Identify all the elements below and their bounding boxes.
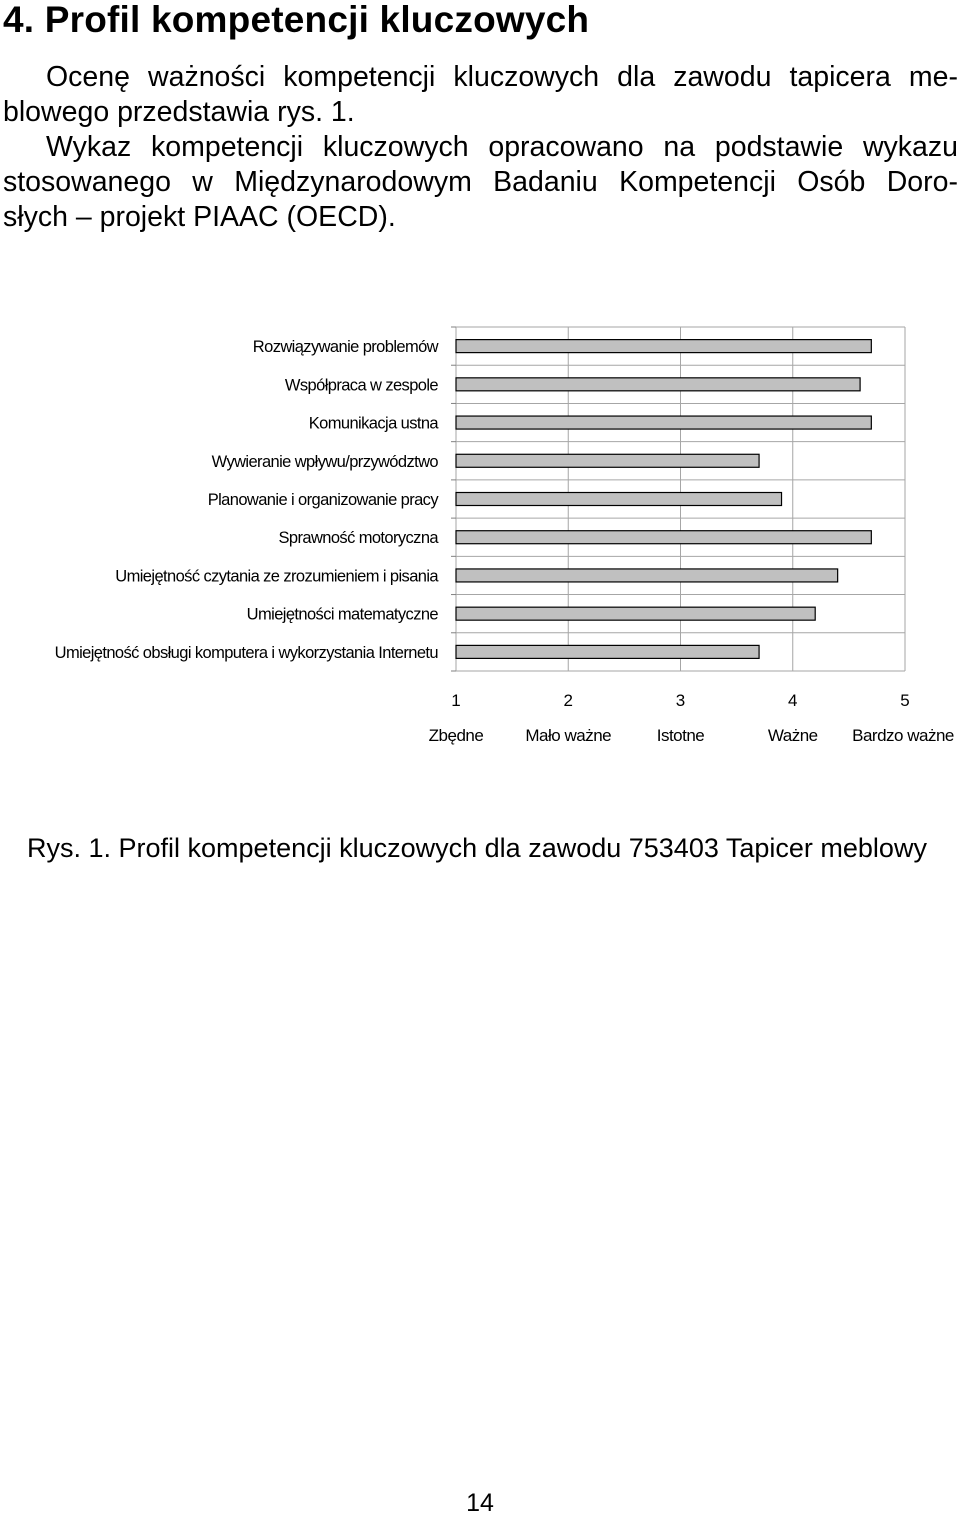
bar-1 [456,340,871,353]
category-label-2: Współpraca w zespole [284,376,438,395]
x-tick-label-2: 2 [563,691,573,710]
bar-6 [456,531,871,544]
x-category-label-4: Ważne [767,726,818,745]
source-line-1: Wykaz kompetencji kluczowych opracowano na podstawie wykazu [46,131,958,163]
bar-3 [456,416,871,429]
x-tick-label-5: 5 [900,691,910,710]
x-tick-label-1: 1 [451,691,461,710]
x-category-label-3: Istotne [656,726,705,745]
page-number: 14 [466,1489,494,1517]
intro-line-1: Ocenę ważności kompetencji kluczowych dla zawodu tapicera me- [46,61,958,93]
bar-2 [456,378,860,391]
category-label-9: Umiejętność obsługi komputera i wykorzystania Internetu [54,643,438,662]
figure-caption: Rys. 1. Profil kompetencji kluczowych dla zawodu 753403 Tapicer meblowy [27,833,927,863]
x-category-label-2: Mało ważne [525,726,612,745]
competency-bar-chart [0,300,960,770]
x-tick-label-4: 4 [788,691,798,710]
category-label-3: Komunikacja ustna [308,414,438,433]
intro-line-2: blowego przedstawia rys. 1. [3,96,355,128]
source-line-3: słych – projekt PIAAC (OECD). [3,201,396,233]
category-label-7: Umiejętność czytania ze zrozumieniem i pisania [115,567,438,586]
source-paragraph [3,130,958,235]
category-label-1: Rozwiązywanie problemów [252,338,438,357]
category-label-4: Wywieranie wpływu/przywództwo [211,452,438,471]
category-label-5: Planowanie i organizowanie pracy [207,491,438,509]
bar-5 [456,493,782,506]
section-heading: 4. Profil kompetencji kluczowych [3,0,590,40]
x-category-label-1: Zbędne [428,726,484,745]
x-tick-label-3: 3 [675,691,686,710]
bar-7 [456,569,838,582]
source-line-2: stosowanego w Międzynarodowym Badaniu Kompetencji Osób Doro- [3,166,958,198]
bar-9 [456,645,759,658]
x-category-label-5: Bardzo ważne [852,726,954,745]
bar-8 [456,607,815,620]
category-label-6: Sprawność motoryczna [278,529,438,548]
bar-4 [456,454,759,467]
intro-paragraph [3,60,958,130]
category-label-8: Umiejętności matematyczne [246,605,438,624]
